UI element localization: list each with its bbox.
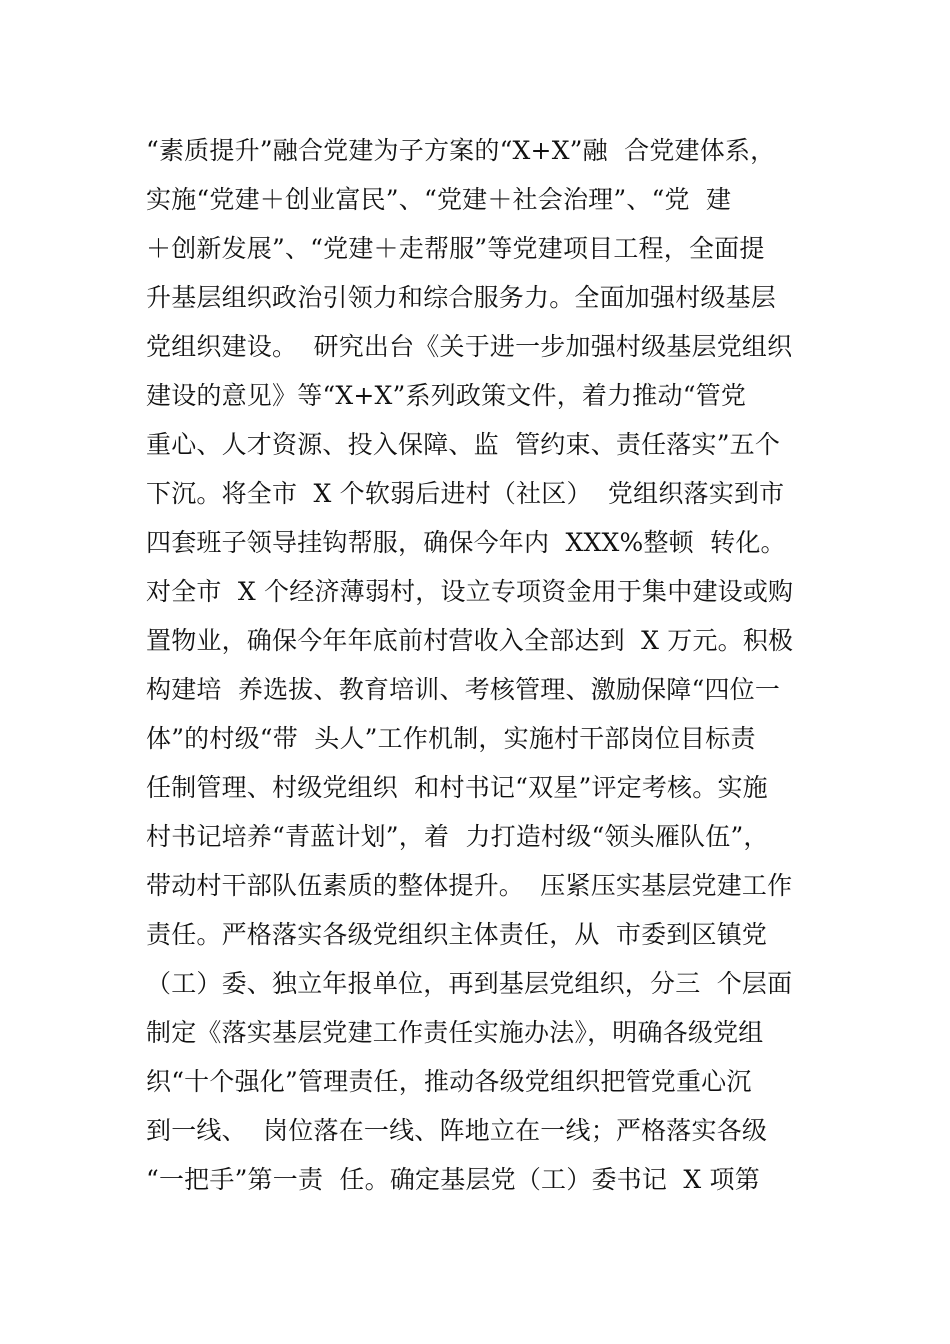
text-line: 四套班子领导挂钩帮服，确保今年内 XXX%整顿 转化。 xyxy=(146,528,786,557)
text-line: 党组织建设。 研究出台《关于进一步加强村级基层党组织 xyxy=(146,332,793,361)
text-line: 置物业，确保今年年底前村营收入全部达到 X 万元。积极 xyxy=(146,626,794,655)
text-line: 到一线、 岗位落在一线、阵地立在一线；严格落实各级 xyxy=(146,1116,768,1145)
text-line: 带动村干部队伍素质的整体提升。 压紧压实基层党建工作 xyxy=(146,871,793,900)
text-line: 任制管理、村级党组织 和村书记“双星”评定考核。实施 xyxy=(146,773,768,802)
text-line: “一把手”第一责 任。确定基层党（工）委书记 X 项第 xyxy=(146,1165,760,1194)
text-line: “素质提升”融合党建为子方案的“X+X”融 合党建体系， xyxy=(146,136,776,165)
text-line: 织“十个强化”管理责任，推动各级党组织把管党重心沉 xyxy=(146,1067,752,1096)
text-line: 实施“党建＋创业富民”、“党建＋社会治理”、“党 建 xyxy=(146,185,732,214)
text-line: 建设的意见》等“X+X”系列政策文件，着力推动“管党 xyxy=(146,381,747,410)
text-line: 下沉。将全市 X 个软弱后进村（社区） 党组织落实到市 xyxy=(146,479,785,508)
body-text xyxy=(146,126,846,1204)
text-line: 构建培 养选拔、教育培训、考核管理、激励保障“四位一 xyxy=(146,675,781,704)
text-line: 村书记培养“青蓝计划”，着 力打造村级“领头雁队伍”， xyxy=(146,822,769,851)
text-line: 重心、人才资源、投入保障、监 管约束、责任落实”五个 xyxy=(146,430,781,459)
text-line: 制定《落实基层党建工作责任实施办法》，明确各级党组 xyxy=(146,1018,764,1047)
text-line: （工）委、独立年报单位，再到基层党组织，分三 个层面 xyxy=(146,969,793,998)
text-line: ＋创新发展”、“党建＋走帮服”等党建项目工程，全面提 xyxy=(146,234,765,263)
text-line: 体”的村级“带 头人”工作机制，实施村干部岗位目标责 xyxy=(146,724,756,753)
text-line: 升基层组织政治引领力和综合服务力。全面加强村级基层 xyxy=(146,283,777,312)
text-line: 对全市 X 个经济薄弱村，设立专项资金用于集中建设或购 xyxy=(146,577,794,606)
text-line: 责任。严格落实各级党组织主体责任，从 市委到区镇党 xyxy=(146,920,768,949)
